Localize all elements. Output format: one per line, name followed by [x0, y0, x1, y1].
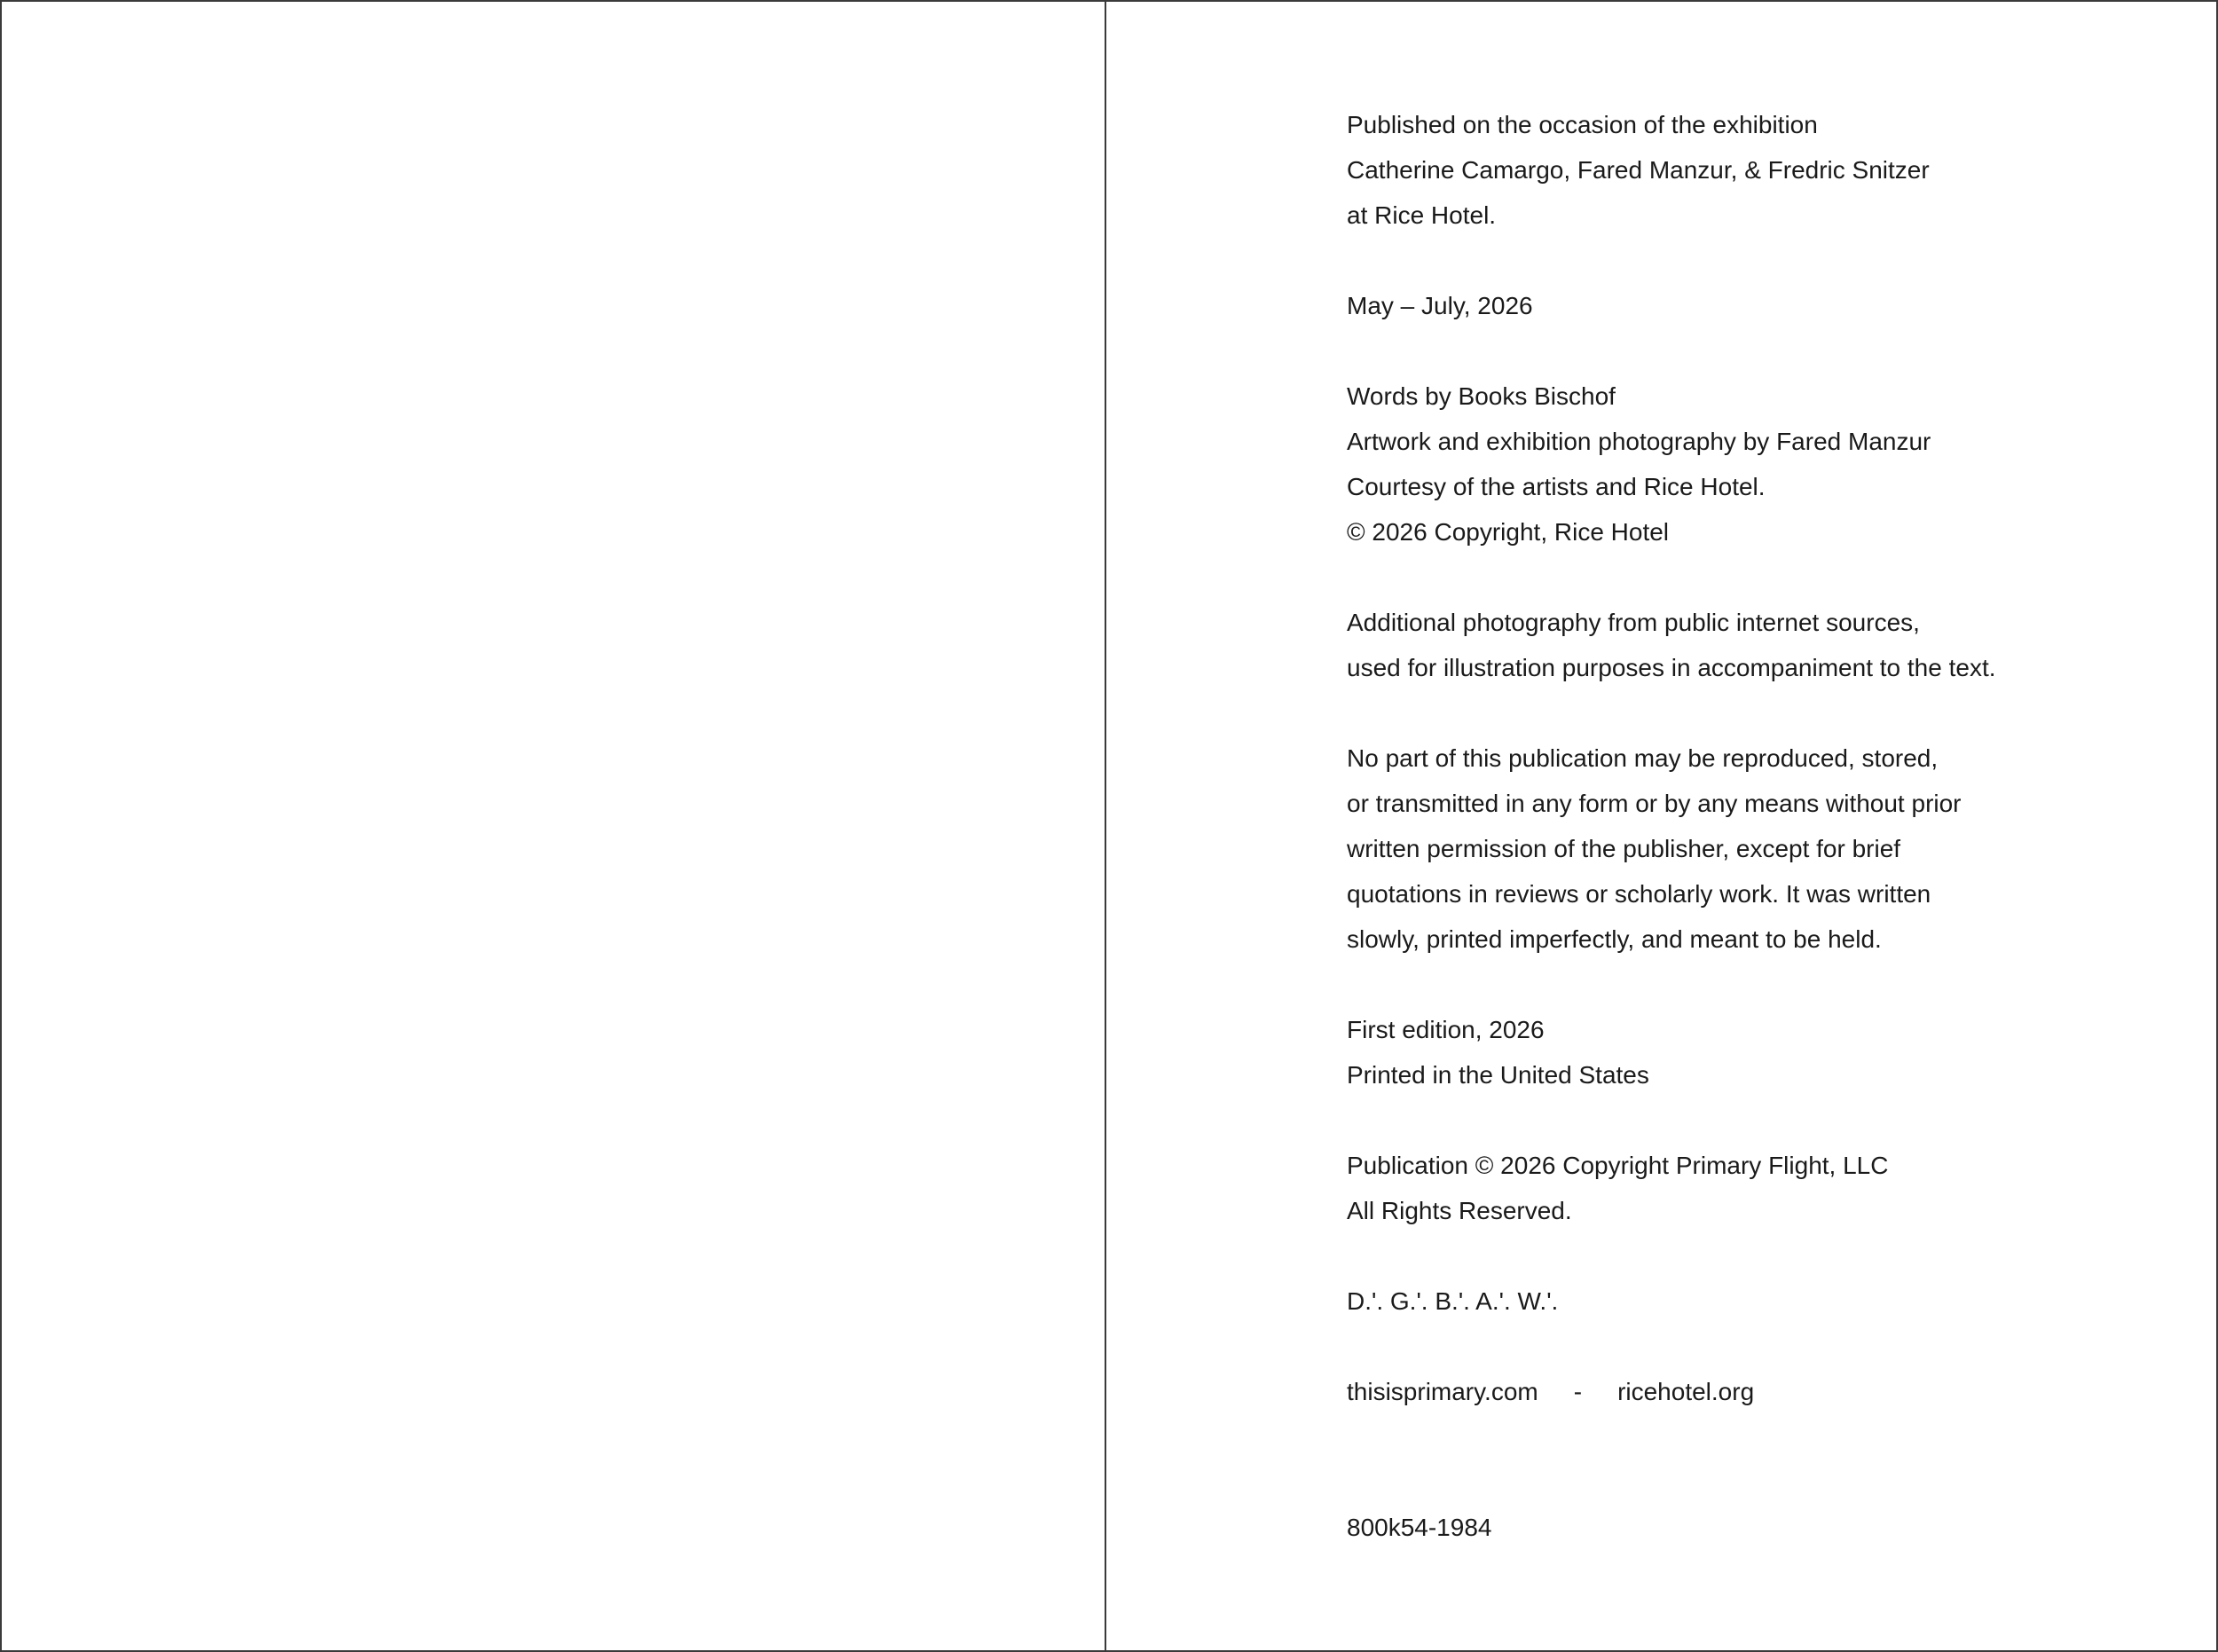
exhibition-dates: May – July, 2026 — [1347, 292, 1533, 319]
spacer — [1347, 328, 2198, 374]
additional-photography-line: Additional photography from public internet sources, — [1347, 609, 1920, 636]
spacer — [1347, 555, 2198, 600]
publication-copyright-line: Publication © 2026 Copyright Primary Flight, LLC — [1347, 1152, 1889, 1179]
rights-notice-line: quotations in reviews or scholarly work. It was written — [1347, 880, 1931, 908]
spacer — [1347, 962, 2198, 1007]
link-separator: - — [1573, 1378, 1583, 1405]
credits-block — [1347, 374, 2198, 555]
link-thisisprimary[interactable]: thisisprimary.com — [1347, 1378, 1538, 1405]
rights-notice-line: or transmitted in any form or by any means without prior — [1347, 790, 1962, 817]
spacer — [1347, 1414, 2198, 1505]
initials: D.'. G.'. B.'. A.'. W.'. — [1347, 1287, 1559, 1315]
spacer — [1347, 1233, 2198, 1278]
rights-notice-line: slowly, printed imperfectly, and meant to be held. — [1347, 925, 1882, 953]
rights-notice-line: written permission of the publisher, except for brief — [1347, 835, 1901, 862]
additional-photography-line: used for illustration purposes in accompaniment to the text. — [1347, 654, 1996, 681]
exhibition-block — [1347, 102, 2198, 238]
publication-copyright-line: All Rights Reserved. — [1347, 1197, 1572, 1224]
spacer — [1347, 1097, 2198, 1143]
colophon-text — [1347, 102, 2198, 1550]
spacer — [1347, 1324, 2198, 1369]
edition-line: First edition, 2026 — [1347, 1016, 1545, 1043]
edition-line: Printed in the United States — [1347, 1061, 1649, 1089]
exhibition-line: at Rice Hotel. — [1347, 201, 1497, 229]
exhibition-line: Catherine Camargo, Fared Manzur, & Fredric Snitzer — [1347, 156, 1930, 184]
rights-notice-line: No part of this publication may be reproduced, stored, — [1347, 744, 1939, 772]
edition-block — [1347, 1007, 2198, 1097]
catalog-code: 800k54-1984 — [1347, 1514, 1492, 1541]
credits-line: © 2026 Copyright, Rice Hotel — [1347, 518, 1670, 546]
rights-notice-block — [1347, 736, 2198, 962]
credits-line: Courtesy of the artists and Rice Hotel. — [1347, 473, 1766, 500]
link-ricehotel[interactable]: ricehotel.org — [1617, 1378, 1755, 1405]
spacer — [1347, 238, 2198, 283]
additional-photography-block — [1347, 600, 2198, 690]
right-page — [1106, 2, 2216, 1650]
publication-copyright-block — [1347, 1143, 2198, 1233]
spacer — [1347, 690, 2198, 736]
credits-line: Words by Books Bischof — [1347, 382, 1616, 410]
left-page-blank — [2, 2, 1106, 1650]
exhibition-line: Published on the occasion of the exhibition — [1347, 111, 1818, 138]
credits-line: Artwork and exhibition photography by Fared Manzur — [1347, 428, 1931, 455]
website-links — [1347, 1369, 2198, 1414]
